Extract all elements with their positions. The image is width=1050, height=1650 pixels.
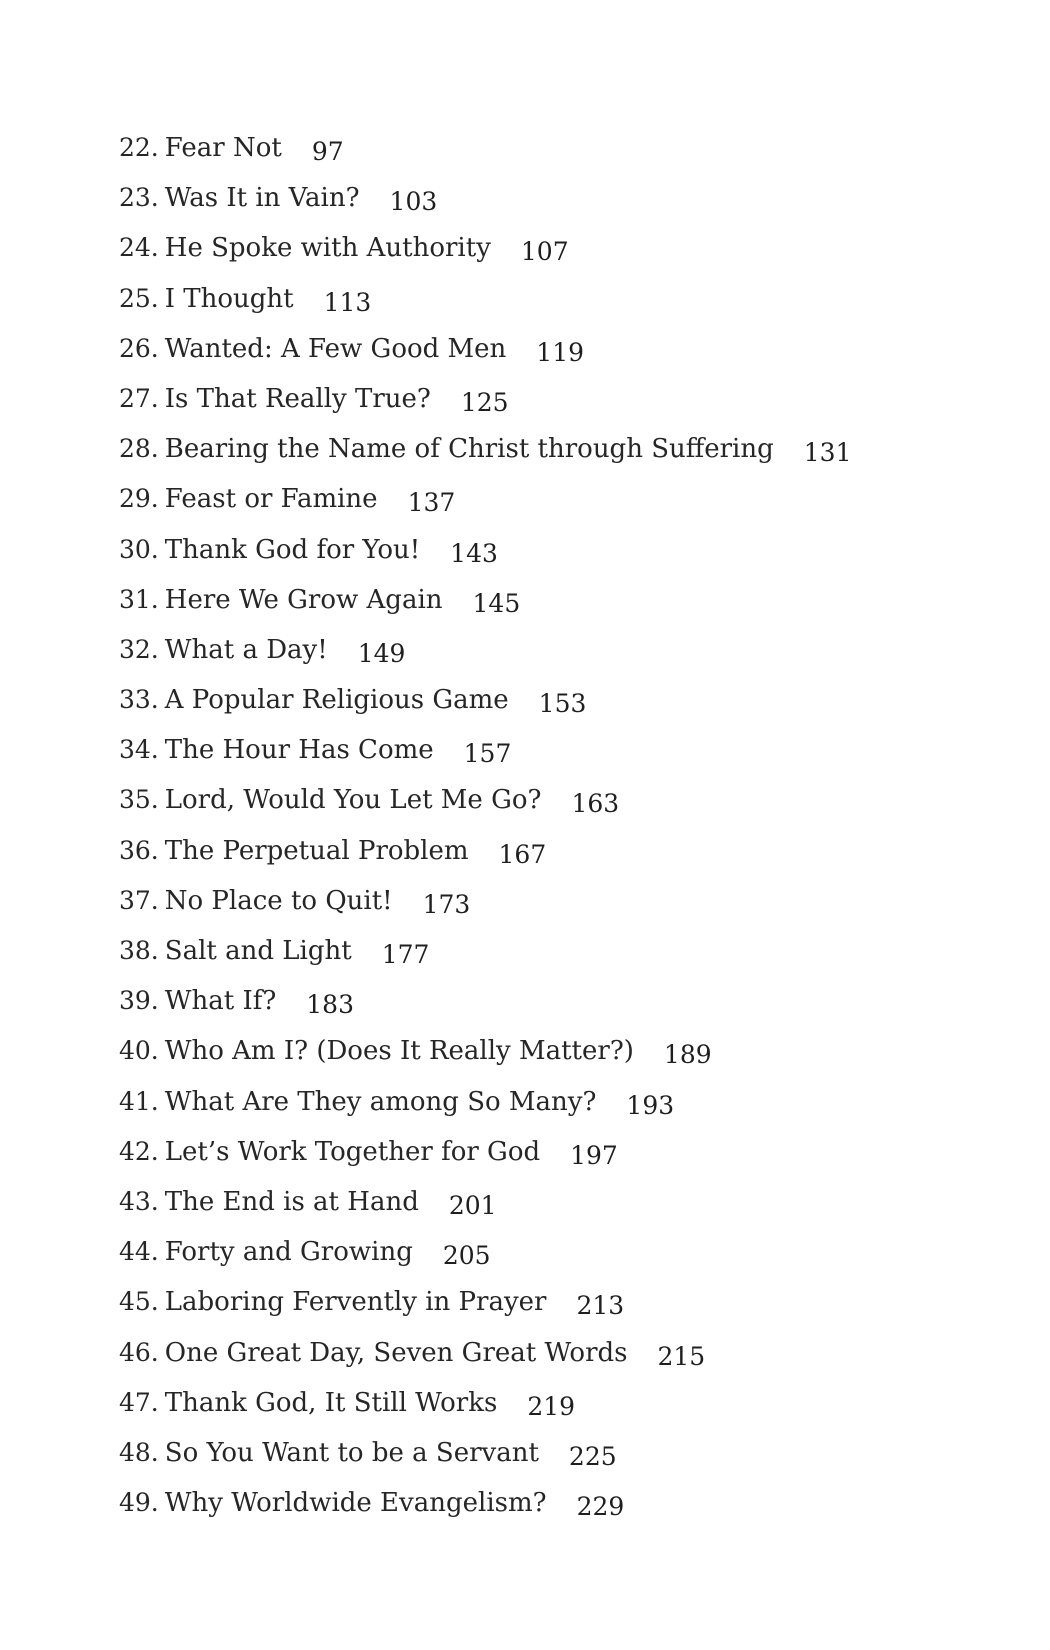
page-number: 215 (657, 1341, 706, 1371)
page-number: 103 (389, 187, 438, 217)
page-number: 183 (306, 990, 354, 1020)
page-number: 189 (663, 1040, 712, 1070)
chapter-number: 41. (119, 1086, 159, 1116)
chapter-title: Was It in Vain? (164, 183, 360, 214)
chapter-number: 36. (119, 835, 159, 865)
chapter-number: 49. (119, 1488, 159, 1518)
chapter-title: The Perpetual Problem (164, 835, 469, 866)
page-number: 173 (422, 889, 471, 919)
toc-entry (119, 1134, 851, 1184)
chapter-title: Why Worldwide Evangelism? (164, 1488, 547, 1519)
chapter-title: So You Want to be a Servant (164, 1437, 539, 1468)
page-number: 205 (442, 1241, 491, 1271)
chapter-number: 37. (119, 885, 159, 915)
chapter-title: Salt and Light (164, 936, 352, 966)
chapter-title: He Spoke with Authority (164, 233, 491, 264)
chapter-title: What a Day! (164, 634, 328, 665)
toc-entry (119, 732, 851, 782)
chapter-title: Wanted: A Few Good Men (164, 333, 507, 364)
chapter-title: No Place to Quit! (164, 885, 393, 916)
toc-entry (119, 582, 851, 632)
page-number: 219 (527, 1391, 576, 1421)
page-number: 229 (576, 1492, 625, 1522)
page-number: 157 (463, 739, 512, 769)
chapter-number: 31. (119, 584, 159, 614)
page-number: 97 (311, 137, 344, 166)
page-number: 137 (407, 488, 456, 518)
toc-entry (119, 782, 851, 832)
chapter-number: 39. (119, 986, 159, 1016)
page-number: 213 (576, 1291, 625, 1321)
chapter-number: 44. (119, 1237, 159, 1267)
chapter-title: I Thought (164, 283, 294, 314)
toc-entry (119, 180, 851, 230)
chapter-number: 35. (119, 785, 159, 815)
page-number: 149 (357, 638, 406, 668)
page-number: 201 (448, 1190, 497, 1220)
toc-entry (119, 281, 851, 331)
toc-entry (119, 230, 851, 280)
chapter-title: What Are They among So Many? (164, 1086, 597, 1117)
toc-entry (119, 883, 851, 933)
page-number: 131 (803, 438, 852, 468)
toc-entry (119, 1435, 851, 1485)
chapter-title: The End is at Hand (164, 1186, 419, 1217)
page-number: 119 (536, 337, 585, 367)
page-number: 197 (570, 1140, 618, 1170)
toc-entry (119, 983, 851, 1033)
chapter-number: 48. (119, 1437, 159, 1467)
page-number: 145 (472, 588, 521, 618)
toc-entry (119, 130, 851, 180)
chapter-title: Forty and Growing (164, 1237, 413, 1268)
chapter-title: Let’s Work Together for God (164, 1136, 541, 1167)
chapter-number: 43. (119, 1186, 159, 1216)
chapter-number: 22. (119, 133, 159, 162)
chapter-number: 42. (119, 1136, 159, 1166)
chapter-title: What If? (164, 986, 277, 1017)
page-number: 125 (460, 387, 509, 417)
toc-entry (119, 1385, 851, 1435)
chapter-number: 38. (119, 936, 159, 965)
chapter-number: 25. (119, 283, 159, 313)
chapter-number: 26. (119, 333, 159, 363)
toc-entry (119, 1234, 851, 1284)
chapter-number: 40. (119, 1036, 159, 1066)
chapter-number: 27. (119, 383, 159, 413)
page-number: 225 (568, 1441, 617, 1471)
chapter-title: A Popular Religious Game (164, 685, 509, 716)
toc-entry (119, 1335, 851, 1385)
chapter-number: 47. (119, 1387, 159, 1417)
page-number: 177 (381, 940, 430, 969)
chapter-number: 30. (119, 534, 159, 564)
toc-entry (119, 632, 851, 682)
toc-entry (119, 1184, 851, 1234)
page-number: 153 (538, 689, 587, 719)
table-of-contents (119, 130, 851, 1535)
chapter-title: Who Am I? (Does It Really Matter?) (164, 1036, 634, 1067)
toc-entry (119, 1485, 851, 1535)
toc-entry (119, 331, 851, 381)
toc-entry (119, 1084, 851, 1134)
toc-entry (119, 1284, 851, 1334)
page-number: 193 (626, 1090, 675, 1120)
chapter-number: 23. (119, 183, 159, 213)
chapter-title: The Hour Has Come (164, 735, 434, 766)
chapter-title: Fear Not (164, 133, 282, 163)
toc-entry (119, 532, 851, 582)
chapter-title: Laboring Fervently in Prayer (164, 1287, 547, 1318)
chapter-number: 24. (119, 233, 159, 263)
toc-entry (119, 1033, 851, 1083)
chapter-title: Thank God, It Still Works (164, 1387, 498, 1418)
page-number: 167 (498, 839, 547, 869)
chapter-number: 45. (119, 1287, 159, 1317)
toc-entry (119, 431, 851, 481)
chapter-title: Feast or Famine (164, 484, 378, 515)
chapter-number: 28. (119, 434, 159, 464)
chapter-title: Bearing the Name of Christ through Suffering (164, 434, 774, 465)
chapter-number: 29. (119, 484, 159, 514)
chapter-number: 34. (119, 735, 159, 765)
toc-entry (119, 682, 851, 732)
page-number: 113 (323, 287, 372, 317)
toc-entry (119, 933, 851, 983)
chapter-title: One Great Day, Seven Great Words (164, 1337, 628, 1368)
chapter-number: 46. (119, 1337, 159, 1367)
chapter-number: 32. (119, 634, 159, 664)
toc-entry (119, 833, 851, 883)
chapter-title: Lord, Would You Let Me Go? (164, 785, 542, 816)
chapter-number: 33. (119, 685, 159, 715)
page-number: 143 (450, 538, 498, 568)
chapter-title: Thank God for You! (164, 534, 421, 565)
toc-entry (119, 381, 851, 431)
chapter-title: Is That Really True? (164, 383, 431, 414)
page-number: 107 (520, 237, 569, 267)
toc-entry (119, 481, 851, 531)
chapter-title: Here We Grow Again (164, 584, 443, 615)
page-number: 163 (571, 789, 620, 819)
